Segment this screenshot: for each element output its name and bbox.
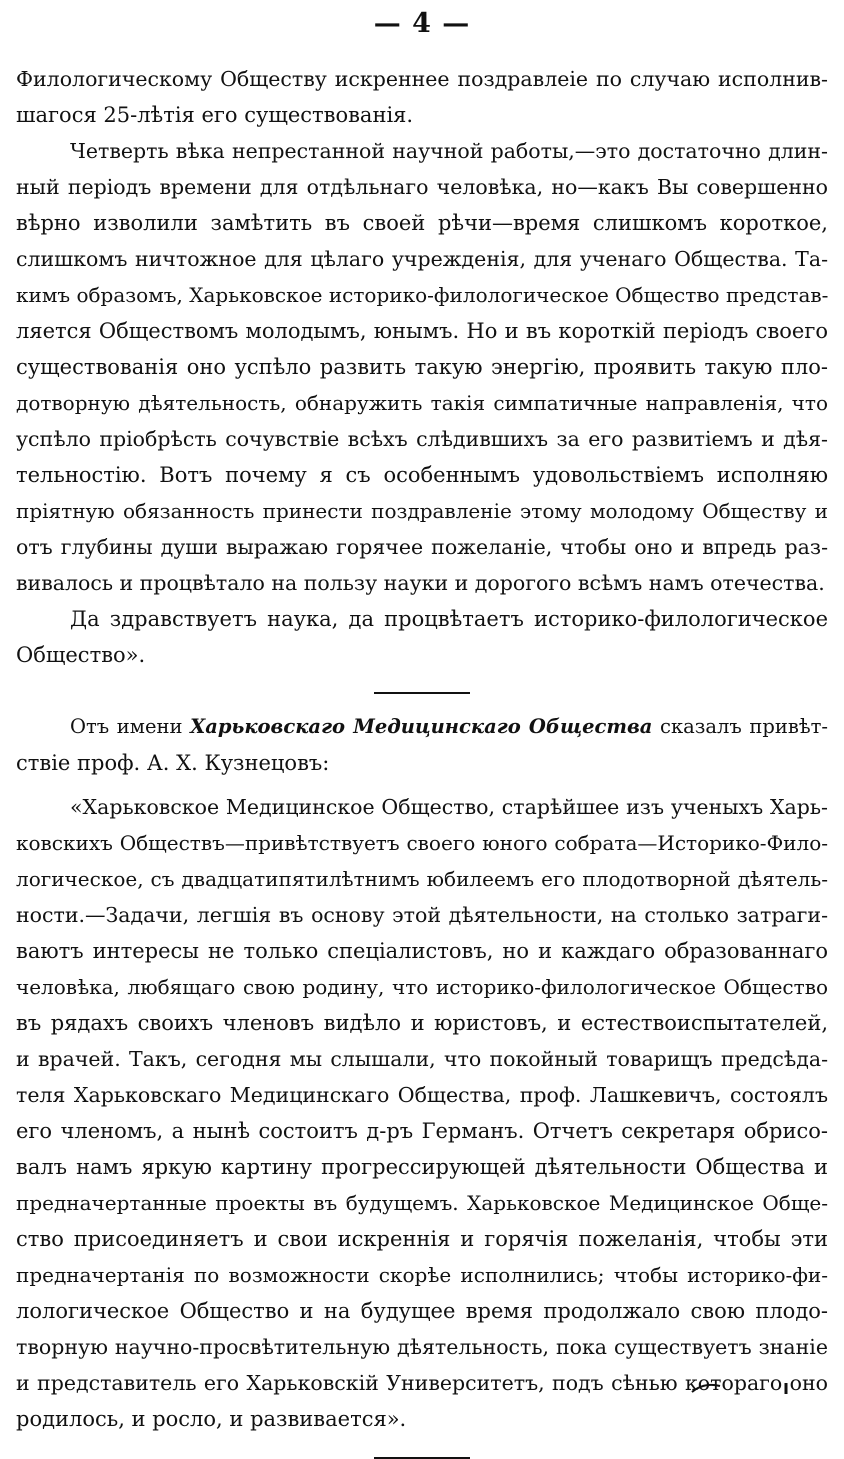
text-line: предначертанія по возможности скорѣе исполнились; чтобы историко-фи- xyxy=(16,1263,828,1287)
text-line: и представитель его Харьковскій Университетъ, подъ сѣнью котораго оно xyxy=(16,1371,828,1395)
text-line: ляется Обществомъ молодымъ, юнымъ. Но и въ короткій періодъ своего xyxy=(16,319,828,343)
text-line: отъ глубины души выражаю горячее пожеланіе, чтобы оно и впредь раз- xyxy=(16,535,828,559)
text-line: творную научно-просвѣтительную дѣятельность, пока существуетъ знаніе xyxy=(16,1335,828,1359)
text-line xyxy=(16,709,828,745)
text-line: Да здравствуетъ наука, да процвѣтаетъ историко-филологическое xyxy=(70,607,828,631)
text-line: пріятную обязанность принести поздравленіе этому молодому Обществу и xyxy=(16,499,828,523)
society-name: Харьковскаго Медицинскаго Общества xyxy=(190,715,653,738)
text-line: существованія оно успѣло развить такую энергію, проявить такую пло- xyxy=(16,355,828,379)
paragraph-medical-society-address xyxy=(16,789,828,1437)
text-line: успѣло пріобрѣсть сочувствіе всѣхъ слѣдившихъ за его развитіемъ и дѣя- xyxy=(16,427,828,451)
paragraph-quarter-century xyxy=(16,133,828,601)
text-line: тельностію. Вотъ почему я съ особеннымъ удовольствіемъ исполняю xyxy=(16,463,828,487)
text-line: валъ намъ яркую картину прогрессирующей дѣятельности Общества и xyxy=(16,1155,828,1179)
text-line: теля Харьковскаго Медицинскаго Общества, проф. Лашкевичъ, состоялъ xyxy=(16,1083,828,1107)
catchword-fragment xyxy=(690,1380,800,1394)
paragraph-speaker-intro xyxy=(16,709,828,781)
text-line: вивалось и процвѣтало на пользу науки и дорогого всѣмъ намъ отечества. xyxy=(16,571,825,595)
text-line: человѣка, любящаго свою родину, что историко-филологическое Общество xyxy=(16,975,828,999)
text-line: кимъ образомъ, Харьковское историко-филологическое Общество представ- xyxy=(16,283,829,307)
text-line: ство присоединяетъ и свои искреннія и горячія пожеланія, чтобы эти xyxy=(16,1227,828,1251)
text-line: «Харьковское Медицинское Общество, старѣйшее изъ ученыхъ Харь- xyxy=(70,795,828,819)
text-line: ный періодъ времени для отдѣльнаго человѣка, но—какъ Вы совершенно xyxy=(16,175,828,199)
text-line: и врачей. Такъ, сегодня мы слышали, что покойный товарищъ предсѣда- xyxy=(16,1047,828,1071)
text-line: родилось, и росло, и развивается». xyxy=(16,1407,407,1431)
paragraph-continuation xyxy=(16,61,828,133)
text-line: ствіе проф. А. Х. Кузнецовъ: xyxy=(16,751,330,775)
text-line: логическое, съ двадцатипятилѣтнимъ юбилеемъ его плодотворной дѣятель- xyxy=(16,867,828,891)
text-line: дотворную дѣятельность, обнаружить такія симпатичные направленія, что xyxy=(16,391,828,415)
page-number: — 4 — xyxy=(373,8,471,39)
text-line: ваютъ интересы не только спеціалистовъ, но и каждаго образованнаго xyxy=(16,939,828,963)
paragraph-toast xyxy=(16,601,828,673)
text-line: вѣрно изволили замѣтить въ своей рѣчи—время слишкомъ короткое, xyxy=(16,211,828,235)
text-line: лологическое Общество и на будущее время продолжало свою плодо- xyxy=(16,1299,828,1323)
text-line: Филологическому Обществу искреннее поздравлеie по случаю исполнив- xyxy=(16,67,828,91)
text-line: его членомъ, а нынѣ состоитъ д-ръ Германъ. Отчетъ секретаря обрисо- xyxy=(16,1119,828,1143)
text-line: ковскихъ Обществъ—привѣтствуетъ своего юного собрата—Историко-Фило- xyxy=(16,831,828,855)
text-line: Общество». xyxy=(16,643,146,667)
intro-suffix: сказалъ привѣт- xyxy=(660,715,829,738)
intro-prefix: Отъ имени xyxy=(70,715,183,738)
text-line: Четверть вѣка непрестанной научной работы,—это достаточно длин- xyxy=(70,139,828,163)
text-line: предначертанные проекты въ будущемъ. Харьковское Медицинское Обще- xyxy=(16,1191,828,1215)
text-line: шагося 25-лѣтія его существованія. xyxy=(16,103,414,127)
text-line: ности.—Задачи, легшія въ основу этой дѣятельности, на столько затраги- xyxy=(16,903,828,927)
section-divider xyxy=(374,692,470,694)
page-body xyxy=(16,61,828,1459)
text-line: слишкомъ ничтожное для цѣлаго учрежденія, для ученаго Общества. Та- xyxy=(16,247,828,271)
text-line: въ рядахъ своихъ членовъ видѣло и юристовъ, и естествоиспытателей, xyxy=(16,1011,828,1035)
